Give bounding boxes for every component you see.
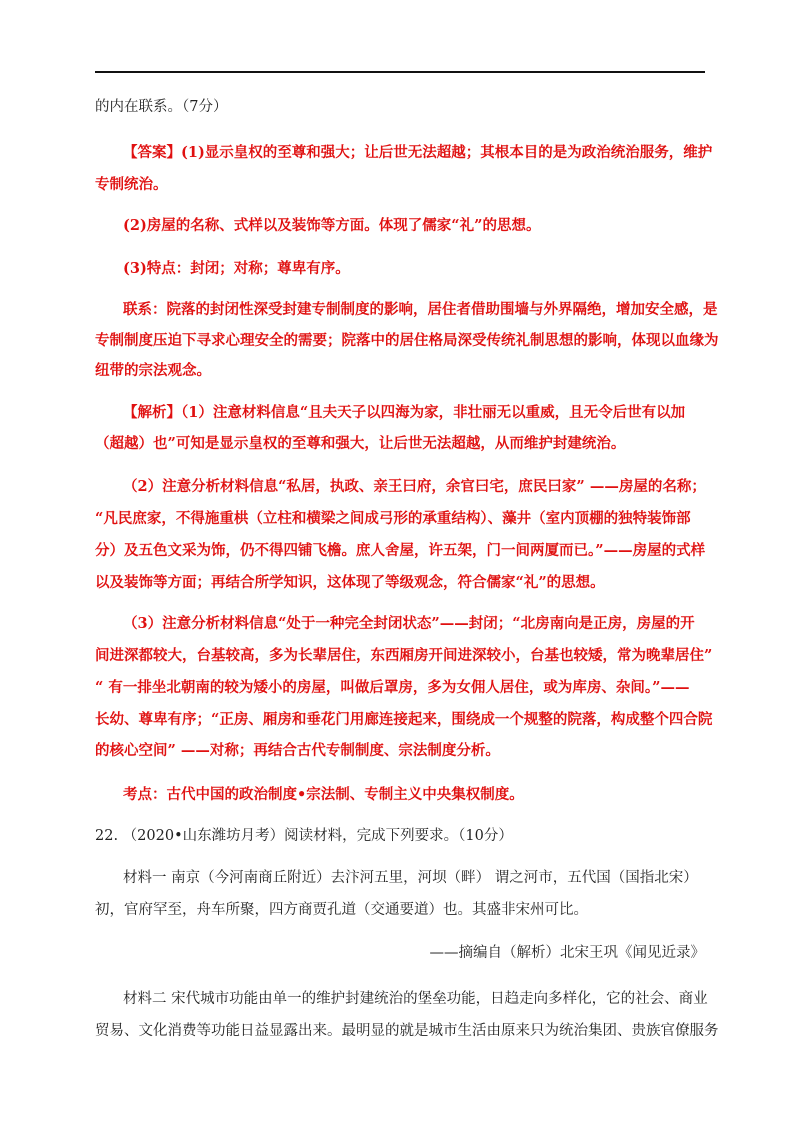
analysis-line: 间进深都较大，台基较高，多为长辈居住，东西厢房开间进深较小，台基也较矮，常为晚辈居住” [95,647,713,664]
answer-line: 【答案】(1)显示皇权的至尊和强大；让后世无法超越；其根本目的是为政治统治服务，维护 [123,144,713,161]
analysis-line: 以及装饰等方面；再结合所学知识，这体现了等级观念，符合儒家“礼”的思想。 [95,574,605,591]
material-line: 材料二 宋代城市功能由单一的维护封建统治的堡垒功能，日趋走向多样化，它的社会、商业 [123,991,708,1007]
header-rule [95,71,705,73]
analysis-line: 长幼、尊卑有序；“正房、厢房和垂花门用廊连接起来，围绕成一个规整的院落，构成整个四合院 [95,711,713,728]
material-line: 初，官府罕至，舟车所聚，四方商贾孔道（交通要道）也。其盛非宋州可比。 [95,902,588,918]
answer-line: (3)特点：封闭；对称；尊卑有序。 [123,260,350,277]
analysis-line: （超越）也”可知是显示皇权的至尊和强大，让后世无法超越，从而维护封建统治。 [95,435,626,452]
analysis-line: “ 有一排坐北朝南的较为矮小的房屋，叫做后罩房，多为女佣人居住，或为库房、杂间。”—— [95,679,690,696]
analysis-line: 分）及五色文采为饰，仍不得四铺飞檐。庶人舍屋，许五架，门一间两厦而已。”——房屋的式样 [95,542,706,559]
question-heading: 22. （2020•山东潍坊月考）阅读材料，完成下列要求。（10分） [95,828,513,844]
analysis-line: “凡民庶家，不得施重栱（立柱和横梁之间成弓形的承重结构）、藻井（室内顶棚的独特装饰部 [95,510,691,527]
answer-line: 纽带的宗法观念。 [95,362,211,379]
answer-line: 专制制度压迫下寻求心理安全的需要；院落中的居住格局深受传统礼制思想的影响，体现以血缘为 [95,332,719,349]
source-citation: ——摘编自（解析）北宋王巩《闻见近录》 [429,945,705,961]
analysis-line: （2）注意分析材料信息“私居，执政、亲王曰府，余官曰宅，庶民曰家” ——房屋的名称； [123,478,706,495]
answer-line: 专制统治。 [95,176,168,193]
key-point-line: 考点：古代中国的政治制度•宗法制、专制主义中央集权制度。 [123,786,524,803]
text-line: 的内在联系。（7分） [95,99,228,115]
analysis-line: 【解析】（1）注意材料信息“且夫天子以四海为家，非壮丽无以重威，且无令后世有以加 [123,404,686,421]
analysis-line: 的核心空间” ——对称；再结合古代专制制度、宗法制度分析。 [95,742,500,759]
material-line: 贸易、文化消费等功能日益显露出来。最明显的就是城市生活由原来只为统治集团、贵族官僚服务 [95,1023,719,1039]
answer-line: (2)房屋的名称、式样以及装饰等方面。体现了儒家“礼”的思想。 [123,217,541,234]
answer-line: 联系：院落的封闭性深受封建专制制度的影响，居住者借助围墙与外界隔绝，增加安全感，是 [123,301,718,318]
material-line: 材料一 南京（今河南商丘附近）去汴河五里，河坝（畔） 谓之河市，五代国（国指北宋） [123,870,698,886]
analysis-line: （3）注意分析材料信息“处于一种完全封闭状态”——封闭；“北房南向是正房，房屋的开 [123,615,695,632]
